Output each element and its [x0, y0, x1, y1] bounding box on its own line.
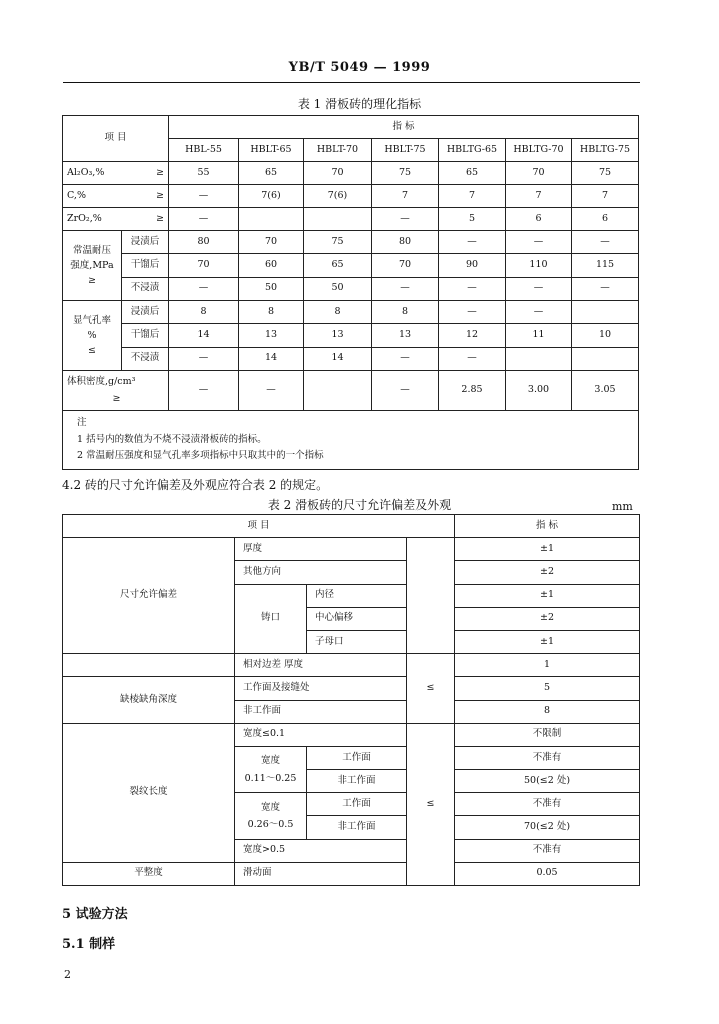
t1-cell: 110 [506, 254, 572, 277]
section-5-1-title: 5.1 制样 [62, 937, 116, 952]
t2-val: 0.05 [455, 862, 640, 885]
t1-cell: 7 [506, 185, 572, 208]
t2-val: ±1 [455, 538, 640, 561]
t1-cell: 11 [506, 324, 572, 347]
t2-inner: 内径 [307, 584, 407, 607]
t2-val: 8 [455, 700, 640, 723]
t2-width-le: 宽度≤0.1 [235, 723, 407, 746]
t2-work-and-joint: 工作面及接缝处 [235, 677, 407, 700]
t1-cell: — [439, 347, 506, 370]
ge-sign: ≥ [156, 212, 164, 224]
t1-item-header: 项 目 [63, 116, 169, 162]
t1-cell: — [439, 231, 506, 254]
t1-row-c [63, 185, 639, 208]
t2-work: 工作面 [307, 793, 407, 816]
t1-cell [572, 347, 639, 370]
t1-cell: 115 [572, 254, 639, 277]
porosity-sub: 干馏后 [122, 324, 168, 347]
t1-cell: — [372, 371, 439, 411]
t1-cell: 70 [372, 254, 439, 277]
t1-cell: — [169, 208, 239, 231]
t2-other-direction: 其他方向 [235, 561, 407, 584]
t2-nonwork: 非工作面 [235, 700, 407, 723]
t1-cell [572, 301, 639, 324]
t1-cell: 2.85 [439, 371, 506, 411]
ge-sign: ≥ [112, 392, 121, 404]
strength-label-1: 常温耐压 [72, 244, 111, 256]
t1-row-label [63, 185, 169, 208]
t1-cell: 8 [239, 301, 304, 324]
t1-cell: 14 [304, 347, 372, 370]
t2-edge: 相对边差 厚度 [235, 654, 407, 677]
t2-val: 不准有 [455, 793, 640, 816]
t1-cell: 7(6) [304, 185, 372, 208]
t2-thickness: 厚度 [235, 538, 407, 561]
t1-cell: 7 [439, 185, 506, 208]
strength-sub: 不浸渍 [130, 282, 160, 294]
t2-nonwork-face: 非工作面 [307, 770, 407, 793]
t1-col-header: HBLT-65 [239, 139, 304, 162]
t2-index-header: 指 标 [455, 515, 640, 538]
t1-col-header: HBLT-70 [304, 139, 372, 162]
t2-joint: 子母口 [307, 630, 407, 653]
t1-cell: 8 [304, 301, 372, 324]
table2-unit: mm [612, 500, 633, 513]
t2-val: 不限制 [455, 723, 640, 746]
t2-nonwork-face: 非工作面 [307, 816, 407, 839]
t1-cell: 50 [239, 277, 304, 300]
t1-cell: 75 [304, 231, 372, 254]
t1-cell: 75 [572, 162, 639, 185]
t1-cell: 65 [239, 162, 304, 185]
t1-index-header: 指 标 [169, 116, 639, 139]
t1-row-density [63, 371, 639, 411]
t2-width1-a: 宽度 [260, 755, 280, 767]
t1-cell: 70 [506, 162, 572, 185]
t2-width-gt: 宽度>0.5 [235, 839, 407, 862]
t1-cell: 55 [169, 162, 239, 185]
ge-sign: ≥ [88, 275, 96, 287]
t1-cell: 50 [304, 277, 372, 300]
t1-cell: — [169, 371, 239, 411]
porosity-label-1: 显气孔率 [72, 314, 111, 326]
le-sign: ≤ [88, 345, 96, 357]
section-5-title: 5 试验方法 [62, 907, 128, 922]
t2-val: 不准有 [455, 839, 640, 862]
t1-cell: 13 [372, 324, 439, 347]
t1-col-header: HBLTG-75 [572, 139, 639, 162]
t1-cell: — [372, 208, 439, 231]
t1-notes-row [63, 411, 639, 470]
t2-blank [407, 538, 455, 654]
t1-strength-group [63, 231, 169, 301]
t1-row-strength-1 [63, 231, 639, 254]
ge-sign: ≥ [156, 189, 164, 201]
t1-row-label [63, 162, 169, 185]
t2-val: 不准有 [455, 746, 640, 769]
t1-cell: 65 [439, 162, 506, 185]
t1-cell: 80 [169, 231, 239, 254]
t1-cell: 13 [239, 324, 304, 347]
t1-porosity-group [63, 301, 169, 371]
t1-cell: 65 [304, 254, 372, 277]
table1-physical-chemical-indices [62, 115, 639, 470]
strength-label-2: 强度,MPa [70, 259, 114, 271]
t1-cell: — [372, 347, 439, 370]
table2-caption: 表 2 滑板砖的尺寸允许偏差及外观 [267, 498, 452, 512]
t2-width1 [235, 746, 307, 792]
t2-le-sign: ≤ [407, 654, 455, 724]
t2-val: 70(≤2 处) [455, 816, 640, 839]
t2-width1-b: 0.11～0.25 [244, 772, 297, 784]
t1-cell: 3.05 [572, 371, 639, 411]
t1-cell: 3.00 [506, 371, 572, 411]
t2-width2-b: 0.26～0.5 [247, 818, 294, 830]
t1-notes [63, 411, 639, 470]
table1-caption: 表 1 滑板砖的理化指标 [297, 97, 422, 111]
page-header: YB/T 5049 — 1999 [288, 60, 431, 75]
t1-cell: 70 [304, 162, 372, 185]
t2-val: 5 [455, 677, 640, 700]
t2-val: ±1 [455, 630, 640, 653]
t1-cell: 90 [439, 254, 506, 277]
t1-cell: — [506, 231, 572, 254]
t1-cell [239, 208, 304, 231]
t1-cell: — [169, 277, 239, 300]
note-item: 2 常温耐压强度和显气孔率多项指标中只取其中的一个指标 [77, 450, 324, 462]
t2-val: ±2 [455, 607, 640, 630]
t2-work: 工作面 [307, 746, 407, 769]
t1-cell [304, 371, 372, 411]
t1-cell: 7 [572, 185, 639, 208]
t1-cell [506, 347, 572, 370]
table2-dimension-tolerances [62, 514, 640, 886]
page-number: 2 [64, 968, 71, 981]
t2-dim-label: 尺寸允许偏差 [63, 538, 235, 654]
t1-cell: — [239, 371, 304, 411]
t1-col-header: HBL-55 [169, 139, 239, 162]
t1-row-label [63, 371, 169, 411]
t1-cell: — [169, 185, 239, 208]
t1-cell: — [372, 277, 439, 300]
porosity-sub: 浸渍后 [122, 301, 168, 324]
t1-cell: 7(6) [239, 185, 304, 208]
t1-cell: 60 [239, 254, 304, 277]
t2-sliding-face: 滑动面 [235, 862, 407, 885]
t1-col-header: HBLTG-65 [439, 139, 506, 162]
porosity-label-2: % [87, 329, 97, 341]
t1-cell: — [439, 277, 506, 300]
porosity-sub: 不浸渍 [130, 352, 160, 364]
t2-center: 中心偏移 [307, 607, 407, 630]
t2-crack-label: 裂纹长度 [63, 723, 235, 862]
t1-cell: 6 [506, 208, 572, 231]
t2-val: 50(≤2 处) [455, 770, 640, 793]
t1-cell: — [572, 277, 639, 300]
t1-col-header: HBLT-75 [372, 139, 439, 162]
t1-row-zro2 [63, 208, 639, 231]
t1-cell: 10 [572, 324, 639, 347]
t1-col-header: HBLTG-70 [506, 139, 572, 162]
t2-val: 1 [455, 654, 640, 677]
paragraph-4-2: 4.2 砖的尺寸允许偏差及外观应符合表 2 的规定。 [62, 478, 329, 492]
t1-cell: 14 [169, 324, 239, 347]
t2-flat-label: 平整度 [63, 862, 235, 885]
note-item: 1 括号内的数值为不烧不浸渍滑板砖的指标。 [77, 433, 267, 445]
t1-row-porosity-1 [63, 301, 639, 324]
t1-cell: 8 [372, 301, 439, 324]
t1-cell: 7 [372, 185, 439, 208]
t1-cell: 13 [304, 324, 372, 347]
al2o3-label: Al₂O₃,% [67, 166, 105, 178]
t1-cell: 70 [239, 231, 304, 254]
t2-item-header: 项 目 [63, 515, 455, 538]
t1-cell: 6 [572, 208, 639, 231]
t2-corner-label: 缺棱缺角深度 [63, 677, 235, 723]
strength-sub: 浸渍后 [122, 231, 168, 254]
t2-le-sign: ≤ [407, 723, 455, 885]
t2-nozzle: 铸口 [235, 584, 307, 654]
notes-title: 注 [77, 417, 87, 428]
t1-cell: 8 [169, 301, 239, 324]
t1-cell: — [169, 347, 239, 370]
t2-width2 [235, 793, 307, 839]
t1-cell: 80 [372, 231, 439, 254]
density-label: 体积密度,g/cm³ [67, 376, 136, 388]
t2-val: ±2 [455, 561, 640, 584]
t2-blank [63, 654, 235, 677]
t1-cell: 70 [169, 254, 239, 277]
t1-cell: 14 [239, 347, 304, 370]
t1-cell: 75 [372, 162, 439, 185]
t1-cell: 5 [439, 208, 506, 231]
t2-width2-a: 宽度 [260, 801, 280, 813]
c-label: C,% [67, 189, 86, 201]
header-rule [63, 82, 640, 83]
t1-cell: — [506, 277, 572, 300]
t1-cell [304, 208, 372, 231]
strength-sub: 干馏后 [122, 254, 168, 277]
t1-row-al2o3 [63, 162, 639, 185]
t1-cell: — [572, 231, 639, 254]
zro2-label: ZrO₂,% [67, 212, 102, 224]
ge-sign: ≥ [156, 166, 164, 178]
t2-val: ±1 [455, 584, 640, 607]
t1-cell: — [439, 301, 506, 324]
t1-cell: — [506, 301, 572, 324]
t1-cell: 12 [439, 324, 506, 347]
t1-row-label [63, 208, 169, 231]
